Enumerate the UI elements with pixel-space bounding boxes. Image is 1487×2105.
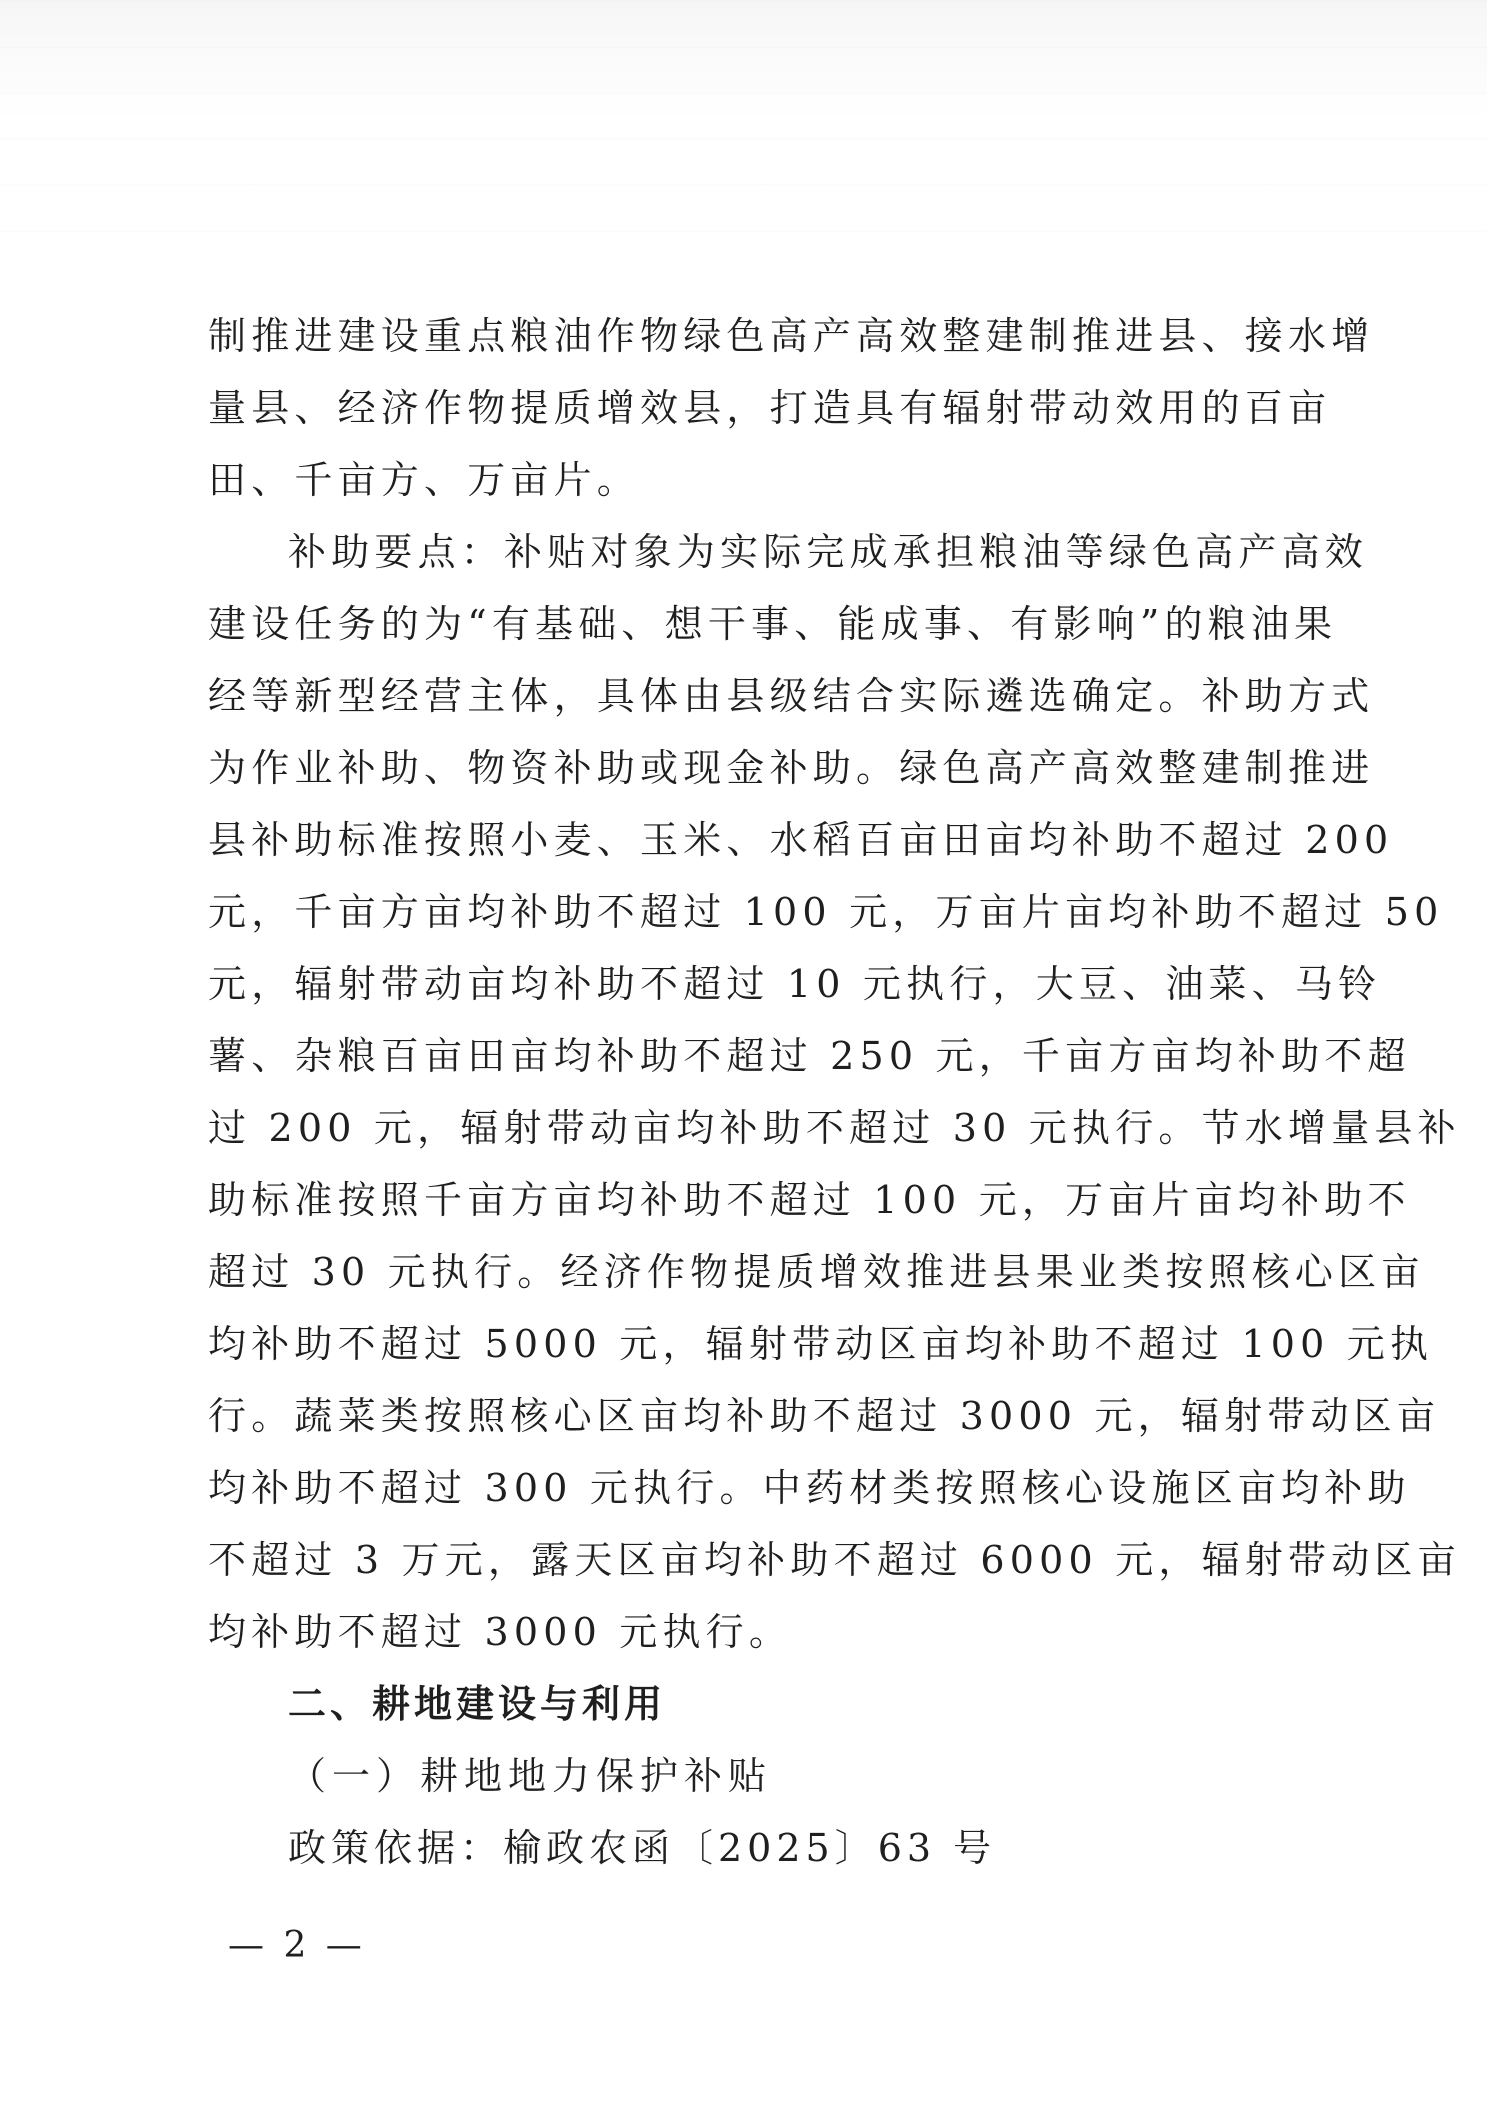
paragraph-line: 建设任务的为“有基础、想干事、能成事、有影响”的粮油果 — [208, 602, 1338, 646]
paragraph-line: 田、千亩方、万亩片。 — [208, 458, 641, 502]
paragraph-line: 薯、杂粮百亩田亩均补助不超过 250 元，千亩方亩均补助不超 — [208, 1034, 1411, 1078]
subsection-heading: （一）耕地地力保护补贴 — [288, 1754, 773, 1798]
paragraph-line: 元，辐射带动亩均补助不超过 10 元执行，大豆、油菜、马铃 — [208, 962, 1382, 1006]
paragraph-line: 县补助标准按照小麦、玉米、水稻百亩田亩均补助不超过 200 — [208, 818, 1394, 862]
paragraph-line: 不超过 3 万元，露天区亩均补助不超过 6000 元，辐射带动区亩 — [208, 1538, 1461, 1582]
section-heading: 二、耕地建设与利用 — [288, 1682, 667, 1726]
paragraph-line: 量县、经济作物提质增效县，打造具有辐射带动效用的百亩 — [208, 386, 1332, 430]
scan-shadow — [0, 0, 1487, 260]
paragraph-line: 为作业补助、物资补助或现金补助。绿色高产高效整建制推进 — [208, 746, 1375, 790]
paragraph-line: 过 200 元，辐射带动亩均补助不超过 30 元执行。节水增量县补 — [208, 1106, 1461, 1150]
paragraph-line: 补助要点：补贴对象为实际完成承担粮油等绿色高产高效 — [288, 530, 1369, 574]
paragraph-line: 制推进建设重点粮油作物绿色高产高效整建制推进县、接水增 — [208, 314, 1375, 358]
body-text — [208, 300, 1461, 1884]
policy-basis: 政策依据：榆政农函〔2025〕63 号 — [288, 1826, 997, 1870]
paragraph-line: 均补助不超过 3000 元执行。 — [208, 1610, 793, 1654]
paragraph-line: 均补助不超过 5000 元，辐射带动区亩均补助不超过 100 元执 — [208, 1322, 1434, 1366]
paragraph-line: 助标准按照千亩方亩均补助不超过 100 元，万亩片亩均补助不 — [208, 1178, 1411, 1222]
paragraph-line: 超过 30 元执行。经济作物提质增效推进县果业类按照核心区亩 — [208, 1250, 1425, 1294]
paragraph-line: 元，千亩方亩均补助不超过 100 元，万亩片亩均补助不超过 50 — [208, 890, 1444, 934]
paragraph-line: 经等新型经营主体，具体由县级结合实际遴选确定。补助方式 — [208, 674, 1375, 718]
paragraph-line: 行。蔬菜类按照核心区亩均补助不超过 3000 元，辐射带动区亩 — [208, 1394, 1441, 1438]
page-number: — 2 — — [228, 1925, 366, 1966]
paragraph-line: 均补助不超过 300 元执行。中药材类按照核心设施区亩均补助 — [208, 1466, 1411, 1510]
